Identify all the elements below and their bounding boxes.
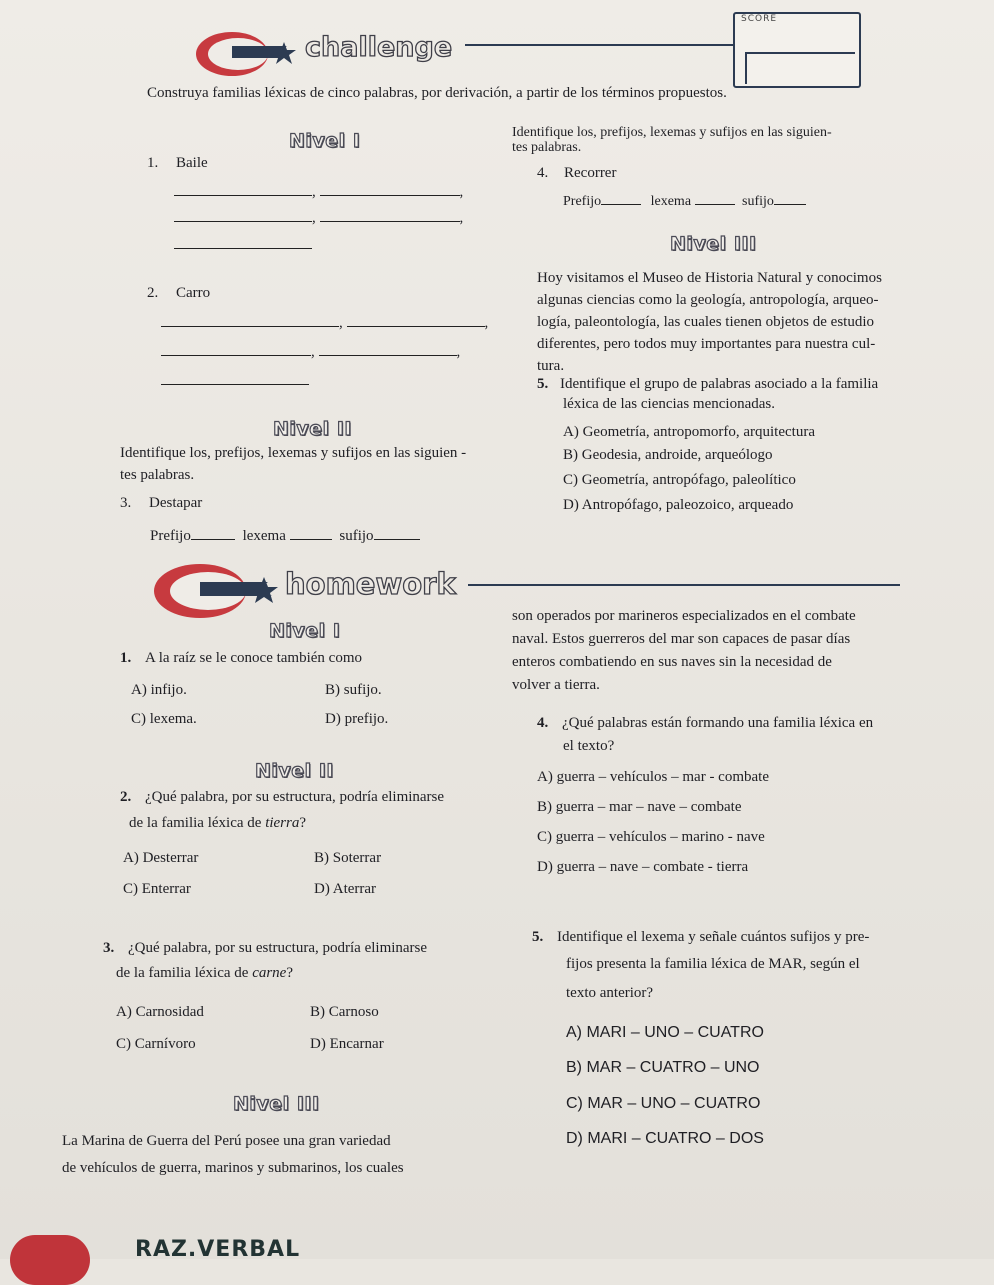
homework-swoosh-icon <box>150 560 286 622</box>
hw-question-4-text: ¿Qué palabras están formando una familia léxica en <box>562 715 874 731</box>
hw-q2-option-b[interactable]: B) Soterrar <box>314 850 382 866</box>
prefijo-label: Prefijo <box>150 528 191 544</box>
hw-q5-option-d[interactable]: D) MARI – CUATRO – DOS <box>566 1130 764 1147</box>
question-1-word: Baile <box>176 155 208 171</box>
answer-blank[interactable] <box>161 370 309 385</box>
hw-q4-option-a[interactable]: A) guerra – vehículos – mar - combate <box>537 769 769 785</box>
answer-blank[interactable] <box>161 312 339 327</box>
hw-question-5-line-2: fijos presenta la familia léxica de MAR, según el <box>566 956 860 972</box>
hw-question-3-line-1 <box>103 940 427 957</box>
hw-question-4-line-1 <box>537 715 873 732</box>
hw-q5-option-c[interactable]: C) MAR – UNO – CUATRO <box>566 1095 761 1112</box>
sufijo-blank[interactable] <box>374 525 420 540</box>
level-3-heading: Nivel III <box>670 233 757 255</box>
text-line: naval. Estos guerreros del mar son capaces de pasar días <box>512 631 851 647</box>
hw-q4-option-d[interactable]: D) guerra – nave – combate - tierra <box>537 859 749 875</box>
level-1-heading: Nivel I <box>289 130 361 152</box>
lexema-label: lexema <box>242 528 286 544</box>
question-5-number: 5. <box>537 376 549 392</box>
question-4 <box>537 165 616 182</box>
sufijo-blank[interactable] <box>774 190 806 205</box>
prefijo-blank[interactable] <box>601 190 641 205</box>
question-4-word: Recorrer <box>564 165 617 181</box>
question-2-number: 2. <box>147 285 159 301</box>
prefijo-blank[interactable] <box>191 525 235 540</box>
page-number-badge <box>10 1235 90 1285</box>
hw-q3-option-a[interactable]: A) Carnosidad <box>116 1004 204 1020</box>
hw-question-3-text: ¿Qué palabra, por su estructura, podría eliminarse <box>128 940 428 956</box>
text-line: Hoy visitamos el Museo de Historia Natural y conocimos <box>537 270 882 286</box>
sufijo-label: sufijo <box>742 194 774 209</box>
hw-question-4-line-2: el texto? <box>563 738 615 754</box>
hw-q1-option-b[interactable]: B) sufijo. <box>325 682 382 698</box>
question-4-number: 4. <box>537 165 549 181</box>
q2-answer-row-2[interactable]: , , <box>161 341 460 361</box>
footer-brand: RAZ.VERBAL <box>135 1237 301 1262</box>
answer-blank[interactable] <box>174 181 312 196</box>
question-1 <box>147 155 208 172</box>
text-line: son operados por marineros especializados en el combate <box>512 608 856 624</box>
marina-text-left <box>62 1128 404 1182</box>
q1-answer-row-3[interactable] <box>174 234 312 254</box>
hw-q3-option-b[interactable]: B) Carnoso <box>310 1004 379 1020</box>
question-1-number: 1. <box>147 155 159 171</box>
level-2-instructions-line-1: Identifique los, prefijos, lexemas y sufijos en las siguien - <box>120 445 467 461</box>
answer-blank[interactable] <box>320 181 460 196</box>
answer-blank[interactable] <box>174 234 312 249</box>
right-instructions-line-1: Identifique los, prefijos, lexemas y sufijos en las siguien- <box>512 125 832 140</box>
q2-answer-row-1[interactable]: , , <box>161 312 488 332</box>
homework-level-2-heading: Nivel II <box>255 760 334 782</box>
challenge-rule <box>465 44 733 46</box>
text-line: tura. <box>537 358 565 374</box>
hw-q5-option-a[interactable]: A) MARI – UNO – CUATRO <box>566 1024 764 1041</box>
question-2-word: Carro <box>176 285 211 301</box>
text-line: La Marina de Guerra del Perú posee una gran variedad <box>62 1133 391 1149</box>
hw-q1-option-d[interactable]: D) prefijo. <box>325 711 389 727</box>
hw-q3-option-c[interactable]: C) Carnívoro <box>116 1036 196 1052</box>
homework-level-3-heading: Nivel III <box>233 1093 320 1115</box>
hw-q2-option-d[interactable]: D) Aterrar <box>314 881 377 897</box>
score-box[interactable] <box>733 12 861 88</box>
q4-parts-row[interactable] <box>563 190 806 210</box>
prefijo-label: Prefijo <box>563 194 602 209</box>
hw-q4-option-b[interactable]: B) guerra – mar – nave – combate <box>537 799 742 815</box>
lexema-blank[interactable] <box>695 190 735 205</box>
lexema-blank[interactable] <box>290 525 332 540</box>
question-5-line-2: léxica de las ciencias mencionadas. <box>563 396 775 412</box>
answer-blank[interactable] <box>174 207 312 222</box>
score-field[interactable] <box>745 52 855 84</box>
hw-q4-option-c[interactable]: C) guerra – vehículos – marino - nave <box>537 829 765 845</box>
question-3-word: Destapar <box>149 495 203 511</box>
answer-blank[interactable] <box>320 207 460 222</box>
hw-question-3-text: de la familia léxica de <box>116 965 253 981</box>
answer-blank[interactable] <box>161 341 311 356</box>
question-3 <box>120 495 202 512</box>
museum-text <box>537 267 882 377</box>
right-instructions-line-2: tes palabras. <box>512 140 582 155</box>
text-line: volver a tierra. <box>512 677 600 693</box>
hw-question-5-line-1 <box>532 929 869 946</box>
homework-title: homework <box>285 567 456 601</box>
q5-option-c[interactable]: C) Geometría, antropófago, paleolítico <box>563 472 796 488</box>
hw-q5-option-b[interactable]: B) MAR – CUATRO – UNO <box>566 1059 760 1076</box>
q5-option-b[interactable]: B) Geodesia, androide, arqueólogo <box>563 447 773 463</box>
level-2-instructions-line-2: tes palabras. <box>120 467 195 483</box>
hw-question-5-number: 5. <box>532 929 544 945</box>
text-line: algunas ciencias como la geología, antropología, arqueo- <box>537 292 879 308</box>
hw-question-2-text: de la familia léxica de <box>129 815 266 831</box>
homework-rule <box>468 584 900 586</box>
q5-option-d[interactable]: D) Antropófago, paleozoico, arqueado <box>563 497 794 513</box>
hw-question-1-text: A la raíz se le conoce también como <box>145 650 362 666</box>
hw-question-2-number: 2. <box>120 789 132 805</box>
hw-question-2-text: ? <box>299 815 307 831</box>
question-2 <box>147 285 210 302</box>
hw-question-2-line-1 <box>120 789 444 806</box>
q3-parts-row[interactable] <box>150 525 420 545</box>
hw-question-3-number: 3. <box>103 940 115 956</box>
hw-question-3-text: ? <box>286 965 294 981</box>
hw-question-4-number: 4. <box>537 715 549 731</box>
hw-question-5-text: Identifique el lexema y señale cuántos sufijos y pre- <box>557 929 870 945</box>
hw-question-3-keyword: carne <box>252 965 287 981</box>
homework-level-1-heading: Nivel I <box>269 620 341 642</box>
q5-option-a[interactable]: A) Geometría, antropomorfo, arquitectura <box>563 424 815 440</box>
hw-q2-option-c[interactable]: C) Enterrar <box>123 881 191 897</box>
q1-answer-row-1[interactable]: , , <box>174 181 463 201</box>
hw-question-2-text: ¿Qué palabra, por su estructura, podría eliminarse <box>145 789 445 805</box>
challenge-instructions: Construya familias léxicas de cinco palabras, por derivación, a partir de los términos propuestos. <box>147 85 727 101</box>
question-3-number: 3. <box>120 495 132 511</box>
text-line: enteros combatiendo en sus naves sin la necesidad de <box>512 654 832 670</box>
hw-question-2-line-2 <box>129 815 306 832</box>
score-label: SCORE <box>741 14 778 24</box>
hw-question-3-line-2 <box>116 965 293 982</box>
q2-answer-row-3[interactable] <box>161 370 309 390</box>
level-2-heading: Nivel II <box>273 418 352 440</box>
answer-blank[interactable] <box>319 341 457 356</box>
hw-q1-option-c[interactable]: C) lexema. <box>131 711 197 727</box>
text-line: logía, paleontología, las cuales tienen objetos de estudio <box>537 314 874 330</box>
text-line: diferentes, pero todos muy importantes para nuestra cul- <box>537 336 876 352</box>
text-line: de vehículos de guerra, marinos y submarinos, los cuales <box>62 1160 404 1176</box>
hw-q2-option-a[interactable]: A) Desterrar <box>123 850 199 866</box>
hw-q3-option-d[interactable]: D) Encarnar <box>310 1036 384 1052</box>
lexema-label: lexema <box>650 194 692 209</box>
sufijo-label: sufijo <box>339 528 374 544</box>
marina-text-right <box>512 605 856 697</box>
hw-q1-option-a[interactable]: A) infijo. <box>131 682 187 698</box>
hw-question-1 <box>120 650 362 667</box>
answer-blank[interactable] <box>347 312 485 327</box>
question-5-line-1 <box>537 376 878 393</box>
challenge-title: challenge <box>305 32 453 63</box>
hw-question-1-number: 1. <box>120 650 132 666</box>
challenge-swoosh-icon <box>192 28 302 80</box>
question-5-text: Identifique el grupo de palabras asociado a la familia <box>560 376 879 392</box>
q1-answer-row-2[interactable]: , , <box>174 207 463 227</box>
hw-question-5-line-3: texto anterior? <box>566 985 654 1001</box>
hw-question-2-keyword: tierra <box>265 815 300 831</box>
